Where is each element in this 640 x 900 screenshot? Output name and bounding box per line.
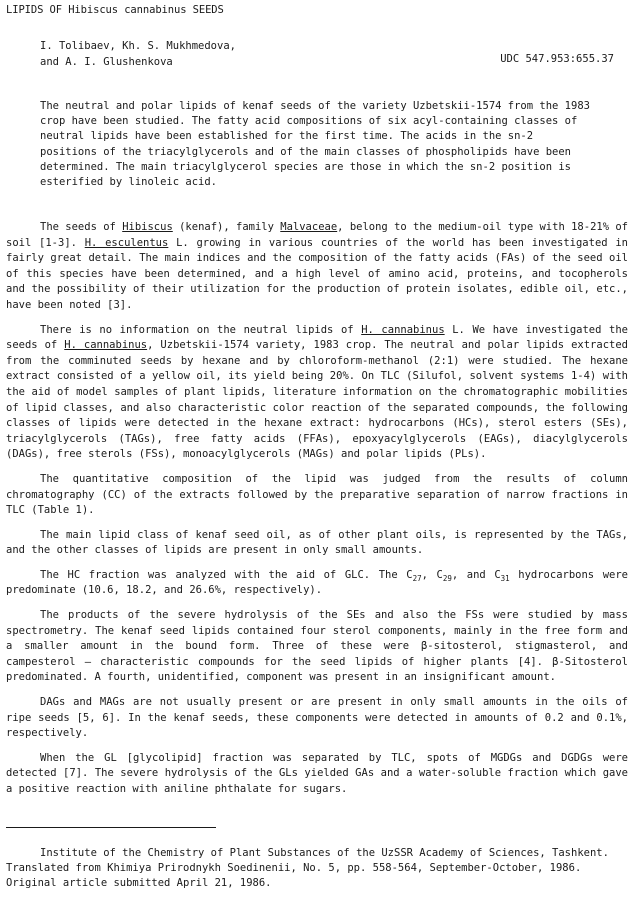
footnote: [6, 846, 634, 891]
text-run: The HC fraction was analyzed with the aid of GLC. The C: [40, 568, 413, 581]
paragraph-glycolipids: When the GL [glycolipid] fraction was separated by TLC, spots of MGDGs and DGDGs were detected [7]. The severe hydrolysis of the GLs yielded GAs and a water-soluble fraction which gave a positive reaction with aniline phthalate for sugars.: [6, 751, 628, 795]
text-run: hydrocarbons were predominate (10.6, 18.2, and 26.6%, respectively).: [6, 568, 628, 597]
paragraph-quantitative: The quantitative composition of the lipid was judged from the results of column chromatography (CC) of the extracts followed by the preparative separation of narrow fractions in TLC (Table 1).: [6, 472, 628, 517]
species-name: H. cannabinus: [361, 323, 445, 336]
subscript: 27: [412, 573, 422, 583]
authors-line-2: and A. I. Glushenkova: [40, 56, 173, 68]
species-name: H. esculentus: [84, 236, 169, 249]
text-run: L. growing in various countries of the world has been investigated in fairly great detail. The main indices and the composition of the fatty acids (FAs) of the seed oil of this species have been determined, and a high level of amino acid, proteins, and tocopherols and the possibility of their utilization for the production of protein isolates, edible oil, etc., have been noted [3].: [6, 236, 628, 311]
text-run: , belong to the medium-oil type with 18-21% of soil [1-3].: [6, 221, 628, 249]
species-name: H. cannabinus: [64, 339, 148, 352]
footnote-affiliation: Institute of the Chemistry of Plant Substances of the UzSSR Academy of Sciences, Tashkent.: [40, 847, 609, 859]
udc-code: UDC 547.953:655.37: [500, 53, 614, 65]
text-run: L. We have investigated the seeds of: [6, 323, 628, 352]
text-run: The seeds of: [40, 221, 123, 233]
text-run: , and C: [451, 568, 501, 581]
text-run: There is no information on the neutral lipids of: [40, 323, 362, 336]
subscript: 29: [442, 573, 452, 583]
paragraph-hydrocarbons: [6, 568, 628, 599]
article-body: [6, 220, 628, 807]
authors-line-1: I. Tolibaev, Kh. S. Mukhmedova,: [40, 40, 236, 52]
footnote-translation: Translated from Khimiya Prirodnykh Soedinenii, No. 5, pp. 558-564, September-October, 1986.: [6, 862, 582, 874]
paragraph-methods: [6, 323, 628, 463]
footnote-divider: [6, 827, 216, 828]
subscript: 31: [500, 573, 510, 583]
genus-name: Hibiscus: [122, 221, 173, 233]
paragraph-intro: [6, 220, 628, 314]
text-run: , Uzbetskii-1574 variety, 1983 crop. The neutral and polar lipids extracted from the comminuted seeds by hexane and by chloroform-methanol (2:1) were studied. The hexane extract consisted of a yellow oil, its yield being 20%. On TLC (Silufol, solvent systems 1-4) with the aid of model samples of plant lipids, literature information on the chromatographic mobilities of lipid classes, and also characteristic color reaction of the separated compounds, the following classes of lipids were detected in the hexane extract: hydrocarbons (HCs), sterol esters (SEs), triacylglycerols (TAGs), free fatty acids (FFAs), epoxyacylglycerols (EAGs), diacylglycerols (DAGs), free sterols (FSs), monoacylglycerols (MAGs) and polar lipids (PLs).: [6, 339, 628, 461]
family-name: Malvaceae: [280, 221, 338, 233]
paragraph-dags-mags: DAGs and MAGs are not usually present or are present in only small amounts in the oils of ripe seeds [5, 6]. In the kenaf seeds, these components were detected in amounts of 0.2 and 0.1%, respectively.: [6, 696, 628, 740]
abstract: The neutral and polar lipids of kenaf seeds of the variety Uzbetskii-1574 from the 1983 crop have been studied. The fatty acid compositions of six acyl-containing classes of neutral lipids have been established for the first time. The acids in the sn-2 positions of the triacylglycerols and of the main classes of phospholipids have been determined. The main triacylglycerol species are those in which the sn-2 position is esterified by linoleic acid.: [40, 100, 590, 189]
text-run: (kenaf), family: [172, 221, 281, 233]
paragraph-main-class: The main lipid class of kenaf seed oil, as of other plant oils, is represented by the TAGs, and the other classes of lipids are present in only small amounts.: [6, 528, 628, 557]
paragraph-sterols: The products of the severe hydrolysis of the SEs and also the FSs were studied by mass spectrometry. The kenaf seed lipids contained four sterol components, mainly in the free form and a smaller amount in the bound form. Three of these were β-sitosterol, stigmasterol, and campesterol – characteristic compounds for the seed lipids of higher plants [4]. β-Sitosterol predominated. A fourth, unidentified, component was present in an insignificant amount.: [6, 609, 628, 684]
text-run: , C: [421, 568, 443, 581]
footnote-submitted: Original article submitted April 21, 1986.: [6, 877, 272, 889]
article-title: LIPIDS OF Hibiscus cannabinus SEEDS: [6, 4, 224, 16]
author-block: [40, 38, 236, 70]
